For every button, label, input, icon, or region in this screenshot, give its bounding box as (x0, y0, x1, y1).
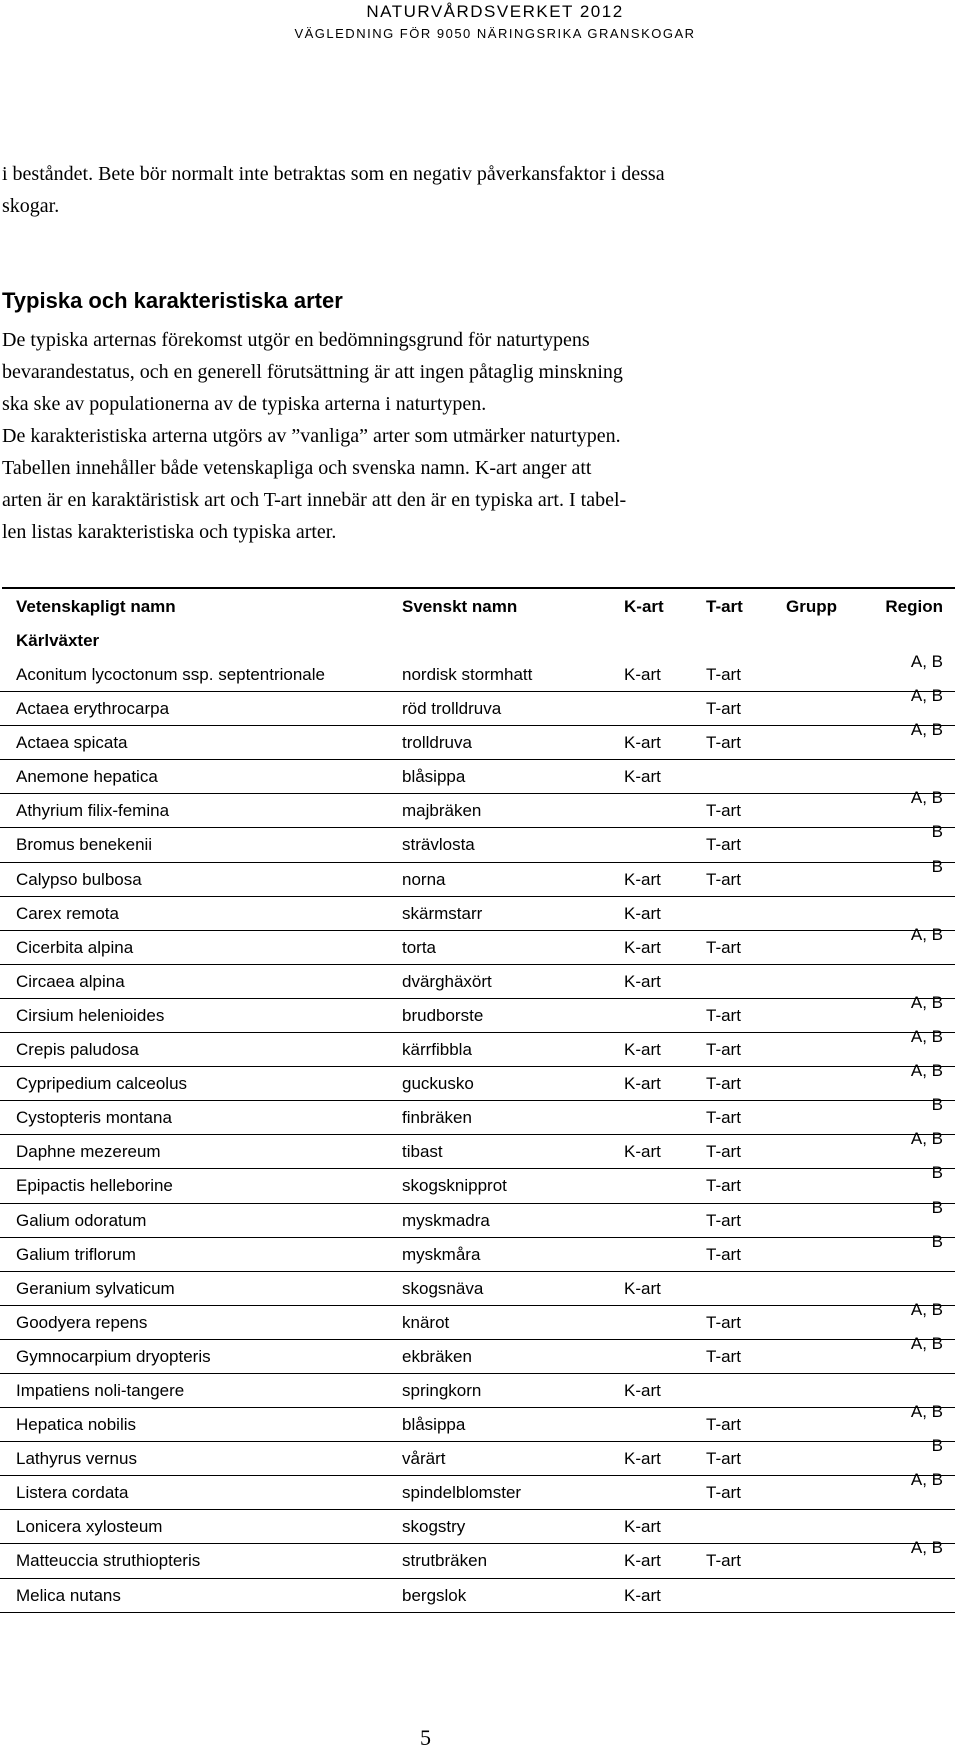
scientific-name-cell: Circaea alpina (16, 971, 125, 991)
text-line: arten är en karaktäristisk art och T-art innebär att den är en typiska art. I tabel- (2, 489, 627, 511)
region-cell: A, B (910, 720, 943, 740)
scientific-name-cell: Anemone hepatica (16, 767, 158, 787)
table-row (0, 1231, 955, 1272)
region-cell: B (931, 1163, 943, 1183)
k-art-cell: K-art (624, 1449, 661, 1469)
swedish-name-cell: trolldruva (402, 733, 472, 753)
table-row (0, 1579, 955, 1613)
k-art-cell: K-art (624, 1380, 661, 1400)
region-cell: B (931, 1197, 943, 1217)
table-row (0, 1272, 955, 1306)
text-line: skogar. (2, 195, 60, 217)
table-row (0, 1129, 955, 1169)
swedish-name-cell: spindelblomster (402, 1483, 522, 1503)
k-art-cell: K-art (624, 903, 661, 923)
table-row (0, 1436, 955, 1476)
swedish-name-cell: myskmåra (402, 1244, 481, 1264)
group-label: Kärlväxter (16, 631, 100, 650)
t-art-cell: T-art (706, 937, 741, 957)
section-paragraph (2, 324, 942, 548)
region-cell: A, B (910, 652, 943, 671)
section-heading: Typiska och karakteristiska arter (2, 288, 343, 313)
table-row (0, 686, 955, 726)
text-line: De karakteristiska arterna utgörs av ”vanliga” arter som utmärker naturtypen. (2, 425, 621, 447)
region-cell: B (931, 822, 943, 842)
t-art-cell: T-art (706, 1176, 741, 1196)
text-line: len listas karakteristiska och typiska arter. (2, 521, 337, 543)
scientific-name-cell: Carex remota (16, 903, 119, 923)
region-cell: A, B (910, 1333, 943, 1353)
t-art-cell: T-art (706, 1040, 741, 1060)
k-art-cell: K-art (624, 869, 661, 889)
scientific-name-cell: Melica nutans (16, 1585, 121, 1605)
table-body (0, 652, 955, 1613)
region-cell: A, B (910, 788, 943, 808)
region-cell: A, B (910, 992, 943, 1012)
swedish-name-cell: myskmadra (402, 1210, 490, 1230)
scientific-name-cell: Gymnocarpium dryopteris (16, 1346, 211, 1366)
swedish-name-cell: vårärt (402, 1449, 446, 1469)
t-art-cell: T-art (706, 1005, 741, 1025)
text-line: i beståndet. Bete bör normalt inte betraktas som en negativ påverkansfaktor i dessa (2, 163, 665, 185)
scientific-name-cell: Daphne mezereum (16, 1142, 161, 1162)
text-line: bevarandestatus, och en generell förutsättning är att ingen påtaglig minskning (2, 361, 623, 383)
swedish-name-cell: strävlosta (402, 835, 475, 855)
t-art-cell: T-art (706, 835, 741, 855)
scientific-name-cell: Crepis paludosa (16, 1040, 139, 1060)
scientific-name-cell: Bromus benekenii (16, 835, 153, 855)
table-row (0, 760, 955, 794)
table-row (0, 992, 955, 1033)
swedish-name-cell: finbräken (402, 1108, 472, 1128)
region-cell: A, B (910, 686, 943, 706)
scientific-name-cell: Galium triflorum (16, 1244, 136, 1264)
region-cell: B (931, 1231, 943, 1251)
swedish-name-cell: majbräken (402, 801, 482, 821)
swedish-name-cell: nordisk stormhatt (402, 665, 533, 684)
scientific-name-cell: Cystopteris montana (16, 1108, 172, 1128)
swedish-name-cell: blåsippa (402, 767, 466, 787)
scientific-name-cell: Aconitum lycoctonum ssp. septentrionale (16, 665, 325, 684)
header-t-art: T-art (706, 597, 743, 616)
swedish-name-cell: skärmstarr (402, 903, 483, 923)
k-art-cell: K-art (624, 937, 661, 957)
swedish-name-cell: knärot (402, 1312, 450, 1332)
swedish-name-cell: skogsnäva (402, 1278, 484, 1298)
k-art-cell: K-art (624, 1551, 661, 1571)
scientific-name-cell: Galium odoratum (16, 1210, 147, 1230)
scientific-name-cell: Cypripedium calceolus (16, 1074, 188, 1094)
swedish-name-cell: bergslok (402, 1585, 467, 1605)
k-art-cell: K-art (624, 971, 661, 991)
table-row (0, 788, 955, 828)
swedish-name-cell: kärrfibbla (402, 1040, 472, 1060)
table-row (0, 1470, 955, 1510)
table-row (0, 1027, 955, 1067)
header-k-art: K-art (624, 597, 664, 616)
text-line: Tabellen innehåller både vetenskapliga och svenska namn. K-art anger att (2, 457, 592, 479)
t-art-cell: T-art (706, 1244, 741, 1264)
scientific-name-cell: Cirsium helenioides (16, 1005, 165, 1025)
scientific-name-cell: Listera cordata (16, 1483, 129, 1503)
t-art-cell: T-art (706, 869, 741, 889)
t-art-cell: T-art (706, 1312, 741, 1332)
swedish-name-cell: ekbräken (402, 1346, 472, 1366)
table-row (0, 652, 955, 692)
text-line: De typiska arternas förekomst utgör en bedömningsgrund för naturtypens (2, 329, 590, 351)
t-art-cell: T-art (706, 699, 741, 719)
swedish-name-cell: norna (402, 869, 446, 889)
scientific-name-cell: Geranium sylvaticum (16, 1278, 175, 1298)
swedish-name-cell: strutbräken (402, 1551, 488, 1571)
k-art-cell: K-art (624, 767, 661, 787)
t-art-cell: T-art (706, 1346, 741, 1366)
publisher-header: NATURVÅRDSVERKET 2012 (366, 2, 624, 21)
t-art-cell: T-art (706, 801, 741, 821)
table-row (0, 1510, 955, 1544)
region-cell: A, B (910, 1470, 943, 1490)
table-row (0, 1333, 955, 1374)
header-region: Region (885, 597, 943, 616)
header-group: Grupp (786, 597, 837, 616)
k-art-cell: K-art (624, 1040, 661, 1060)
table-header-row (0, 590, 955, 624)
group-row (0, 624, 955, 658)
table-row (0, 1095, 955, 1135)
region-cell: A, B (910, 1027, 943, 1047)
table-row (0, 924, 955, 965)
t-art-cell: T-art (706, 1415, 741, 1435)
header-scientific-name: Vetenskapligt namn (16, 597, 176, 616)
swedish-name-cell: tibast (402, 1142, 443, 1162)
k-art-cell: K-art (624, 1142, 661, 1162)
t-art-cell: T-art (706, 1483, 741, 1503)
t-art-cell: T-art (706, 1074, 741, 1094)
table-row (0, 1374, 955, 1408)
table-row (0, 1538, 955, 1578)
swedish-name-cell: skogstry (402, 1517, 466, 1537)
k-art-cell: K-art (624, 1074, 661, 1094)
swedish-name-cell: dvärghäxört (402, 971, 492, 991)
scientific-name-cell: Matteuccia struthiopteris (16, 1551, 201, 1571)
scientific-name-cell: Athyrium filix-femina (16, 801, 170, 821)
table-row (0, 1197, 955, 1238)
region-cell: A, B (910, 1538, 943, 1558)
swedish-name-cell: blåsippa (402, 1415, 466, 1435)
table-row (0, 1061, 955, 1101)
table-row (0, 1299, 955, 1340)
t-art-cell: T-art (706, 1108, 741, 1128)
region-cell: B (931, 856, 943, 876)
t-art-cell: T-art (706, 1449, 741, 1469)
table-row (0, 965, 955, 999)
swedish-name-cell: skogsknipprot (402, 1176, 507, 1196)
species-table (0, 590, 955, 1613)
intro-paragraph (2, 158, 942, 222)
scientific-name-cell: Lathyrus vernus (16, 1449, 137, 1469)
region-cell: B (931, 1436, 943, 1456)
t-art-cell: T-art (706, 1142, 741, 1162)
scientific-name-cell: Hepatica nobilis (16, 1415, 137, 1435)
swedish-name-cell: brudborste (402, 1005, 484, 1025)
table-row (0, 1163, 955, 1203)
scientific-name-cell: Cicerbita alpina (16, 937, 134, 957)
text-line: ska ske av populationerna av de typiska arterna i naturtypen. (2, 393, 487, 415)
scientific-name-cell: Actaea spicata (16, 733, 128, 753)
scientific-name-cell: Lonicera xylosteum (16, 1517, 163, 1537)
k-art-cell: K-art (624, 665, 661, 684)
table-top-rule (2, 587, 955, 589)
region-cell: A, B (910, 924, 943, 944)
t-art-cell: T-art (706, 733, 741, 753)
page-number: 5 (420, 1725, 431, 1750)
region-cell: A, B (910, 1299, 943, 1319)
region-cell: B (931, 1095, 943, 1115)
scientific-name-cell: Goodyera repens (16, 1312, 148, 1332)
region-cell: A, B (910, 1061, 943, 1081)
t-art-cell: T-art (706, 1551, 741, 1571)
scientific-name-cell: Actaea erythrocarpa (16, 699, 170, 719)
k-art-cell: K-art (624, 1517, 661, 1537)
region-cell: A, B (910, 1402, 943, 1422)
table-row (0, 720, 955, 760)
region-cell: A, B (910, 1129, 943, 1149)
swedish-name-cell: springkorn (402, 1380, 482, 1400)
table-row (0, 822, 955, 862)
table-row (0, 856, 955, 897)
k-art-cell: K-art (624, 1585, 661, 1605)
scientific-name-cell: Impatiens noli-tangere (16, 1380, 185, 1400)
t-art-cell: T-art (706, 665, 741, 684)
scientific-name-cell: Epipactis helleborine (16, 1176, 173, 1196)
table-row (0, 897, 955, 931)
running-header (0, 0, 960, 50)
swedish-name-cell: torta (402, 937, 437, 957)
swedish-name-cell: röd trolldruva (402, 699, 502, 719)
k-art-cell: K-art (624, 1278, 661, 1298)
k-art-cell: K-art (624, 733, 661, 753)
t-art-cell: T-art (706, 1210, 741, 1230)
document-subtitle: VÄGLEDNING FÖR 9050 NÄRINGSRIKA GRANSKOGAR (294, 26, 696, 41)
table-row (0, 1402, 955, 1442)
header-swedish-name: Svenskt namn (402, 597, 518, 616)
scientific-name-cell: Calypso bulbosa (16, 869, 142, 889)
swedish-name-cell: guckusko (402, 1074, 474, 1094)
